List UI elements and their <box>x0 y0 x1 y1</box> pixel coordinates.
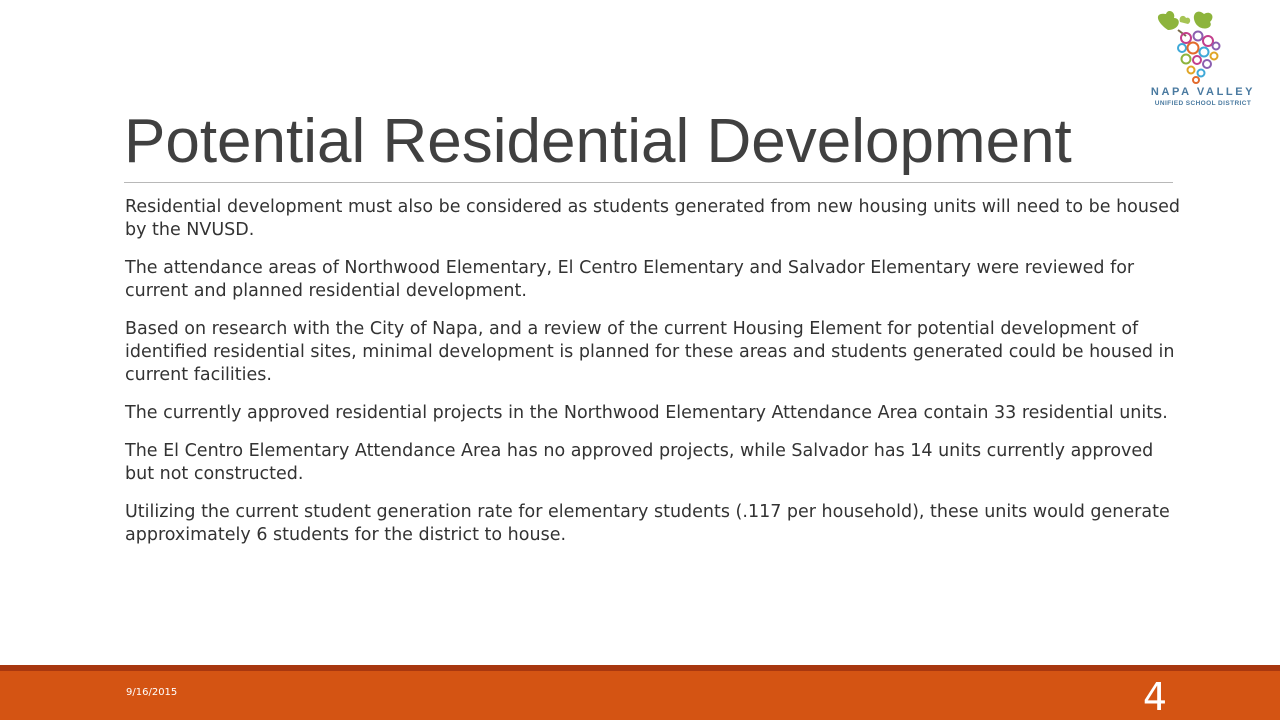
body-paragraph: The El Centro Elementary Attendance Area has no approved projects, while Salvador has 14 units currently approved but not constructed. <box>125 441 1154 484</box>
logo-text-napa-valley: NAPA VALLEY <box>1150 86 1256 98</box>
logo-text-district: UNIFIED SCHOOL DISTRICT <box>1154 100 1252 107</box>
grape-cluster-icon <box>1138 8 1268 88</box>
body-paragraph: Based on research with the City of Napa, and a review of the current Housing Element for potential development of identified residential sites, minimal development is planned for these areas and students generated could be housed in current facilities. <box>125 319 1175 385</box>
slide-number: 4 <box>1142 675 1168 719</box>
district-logo <box>1138 8 1268 118</box>
body-paragraph: Utilizing the current student generation rate for elementary students (.117 per household), these units would generate approximately 6 students for the district to house. <box>125 502 1170 545</box>
body-paragraph: Residential development must also be considered as students generated from new housing units will need to be housed by the NVUSD. <box>125 197 1180 240</box>
title-divider <box>124 182 1173 183</box>
body-paragraph: The attendance areas of Northwood Elementary, El Centro Elementary and Salvador Elementary were reviewed for current and planned residential development. <box>125 258 1135 301</box>
slide-body <box>125 196 1185 562</box>
slide-title: Potential Residential Development <box>124 107 1072 176</box>
body-paragraph: The currently approved residential projects in the Northwood Elementary Attendance Area contain 33 residential units. <box>125 403 1168 423</box>
footer-date: 9/16/2015 <box>126 687 178 698</box>
footer-band <box>0 671 1280 720</box>
